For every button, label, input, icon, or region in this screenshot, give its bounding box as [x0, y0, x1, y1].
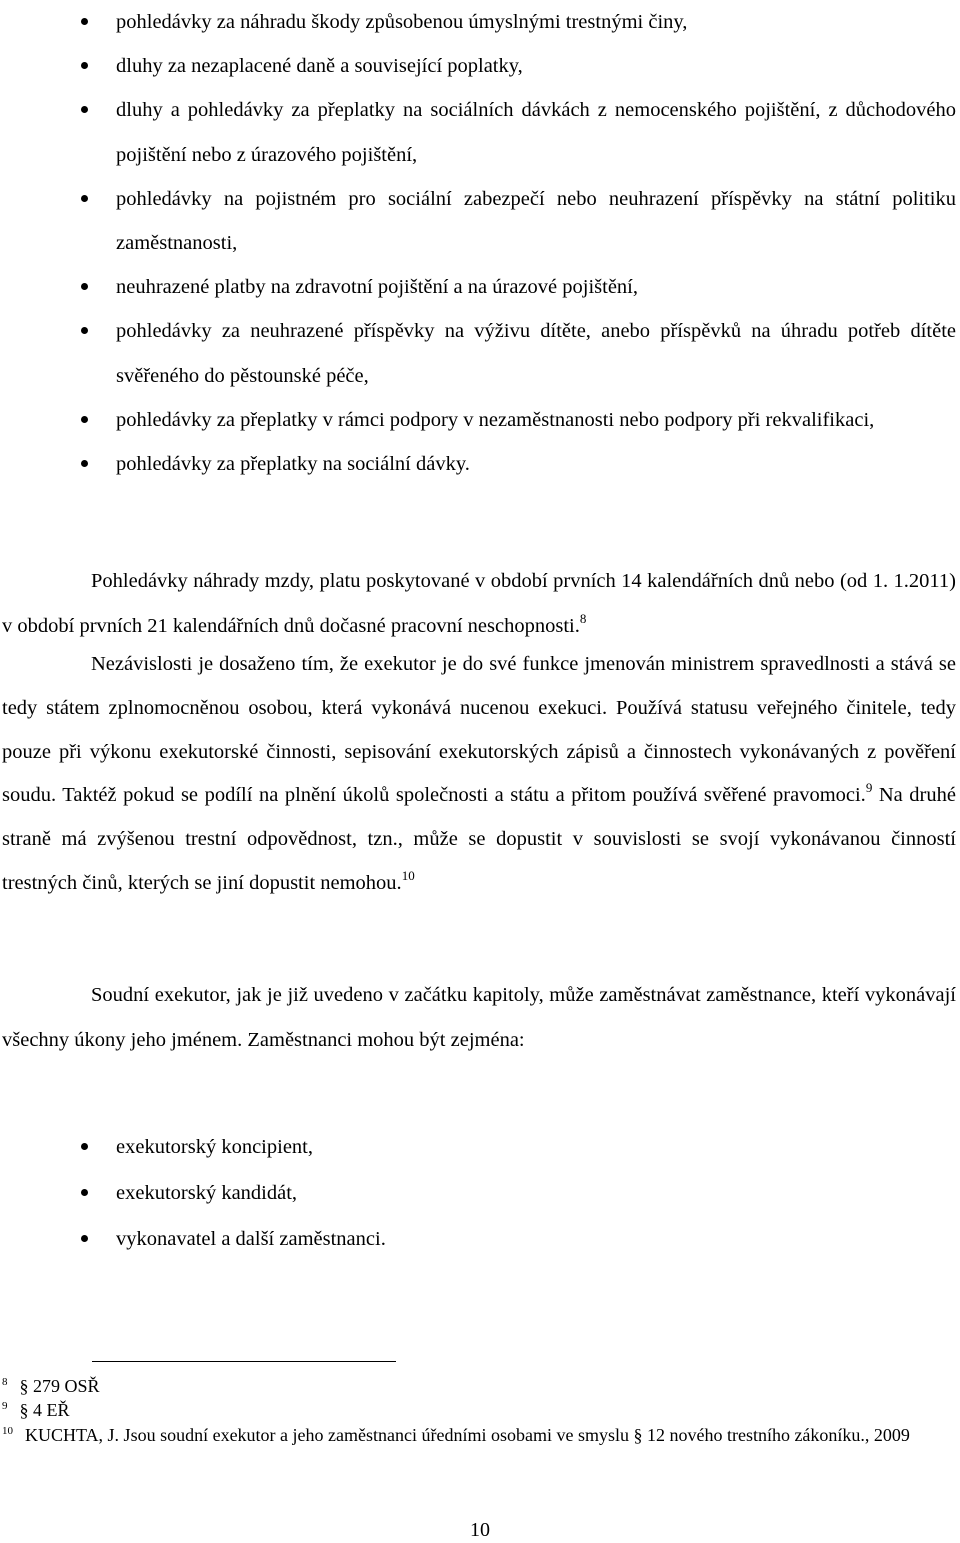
list-item-text: pohledávky za neuhrazené příspěvky na výživu dítěte, anebo příspěvků na úhradu potřeb dítěte svěřeného do pěstounské péče,	[116, 320, 956, 387]
bullet-icon	[81, 283, 88, 290]
list-item	[0, 88, 960, 176]
footnote-number: 9	[2, 1400, 8, 1412]
list-item	[0, 265, 960, 309]
footnote-separator	[92, 1361, 396, 1362]
paragraph-text: Na druhé straně má zvýšenou trestní odpovědnost, tzn., může se dopustit v souvislosti se svojí vykonávanou činností trestných činů, kterých se jiní dopustit nemohou.	[2, 784, 956, 894]
paragraph-independence	[2, 643, 956, 906]
footnote-ref[interactable]: 10	[401, 867, 415, 883]
list-item	[0, 1216, 960, 1262]
footnote-ref[interactable]: 8	[579, 611, 587, 626]
list-item-text: pohledávky za náhradu škody způsobenou úmyslnými trestnými činy,	[116, 11, 688, 33]
footnote-text: § 279 OSŘ	[19, 1376, 100, 1396]
footnote-text: § 4 EŘ	[19, 1400, 70, 1420]
bullet-icon	[81, 1235, 88, 1242]
list-item	[0, 44, 960, 88]
bullet-icon	[81, 106, 88, 113]
list-item-text: neuhrazené platby na zdravotní pojištění a na úrazové pojištění,	[116, 276, 638, 299]
footnote-number: 8	[2, 1376, 8, 1388]
list-item-text: pohledávky za přeplatky v rámci podpory v nezaměstnanosti nebo podpory při rekvalifikaci,	[116, 408, 875, 431]
bullet-icon	[81, 195, 88, 202]
paragraph-text: Nezávislosti je dosaženo tím, že exekutor je do své funkce jmenován ministrem spravedlnosti a stává se tedy státem zplnomocněnou osobou, která vykonává nucenou exekuci. Používá statusu veřejného činitele, tedy pouze při výkonu exekutorské činnosti, sepisování exekutorských zápisů a činnostech vykonávaných z pověření soudu. Taktéž pokud se podílí na plnění úkolů společnosti a státu a přitom používá svěřené pravomoci.	[2, 653, 956, 807]
bullet-icon	[81, 1189, 88, 1196]
list-item	[0, 1124, 960, 1170]
bullet-list-claims	[0, 0, 960, 486]
list-item	[0, 0, 960, 44]
list-item-text: pohledávky za přeplatky na sociální dávky.	[116, 453, 470, 476]
list-item-text: pohledávky na pojistném pro sociální zabezpečí nebo neuhrazení příspěvky na státní politiku zaměstnanosti,	[116, 187, 956, 255]
footnote	[2, 1398, 956, 1422]
footnote-number: 10	[2, 1425, 13, 1437]
bullet-icon	[81, 62, 88, 69]
list-item-text: exekutorský koncipient,	[116, 1136, 313, 1158]
footnote	[2, 1374, 956, 1398]
list-item	[0, 1170, 960, 1216]
bullet-icon	[81, 460, 88, 467]
bullet-icon	[81, 327, 88, 334]
footnote-text: KUCHTA, J. Jsou soudní exekutor a jeho zaměstnanci úředními osobami ve smyslu § 12 nového trestního zákoníku., 2009	[25, 1425, 910, 1445]
list-item-text: vykonavatel a další zaměstnanci.	[116, 1228, 386, 1250]
paragraph-employees: Soudní exekutor, jak je již uvedeno v začátku kapitoly, může zaměstnávat zaměstnance, kteří vykonávají všechny úkony jeho jménem. Zaměstnanci mohou být zejména:	[2, 984, 956, 1051]
list-item	[0, 177, 960, 265]
page-number: 10	[470, 1519, 490, 1541]
bullet-icon	[81, 1143, 88, 1150]
bullet-icon	[81, 416, 88, 423]
list-item-text: dluhy za nezaplacené daně a související poplatky,	[116, 55, 523, 78]
footnote	[2, 1423, 956, 1447]
bullet-icon	[81, 18, 88, 25]
list-item-text: exekutorský kandidát,	[116, 1182, 298, 1204]
footnote-ref[interactable]: 9	[865, 780, 873, 796]
paragraph-wage-compensation	[2, 559, 956, 649]
bullet-list-employees	[0, 1124, 960, 1262]
list-item	[0, 398, 960, 442]
list-item-text: dluhy a pohledávky za přeplatky na sociálních dávkách z nemocenského pojištění, z důchodového pojištění nebo z úrazového pojištění,	[116, 99, 956, 166]
list-item	[0, 309, 960, 397]
list-item	[0, 442, 960, 486]
paragraph-text: Pohledávky náhrady mzdy, platu poskytované v období prvních 14 kalendářních dnů nebo (od 1. 1.2011) v období prvních 21 kalendářních dnů dočasné pracovní neschopnosti.	[2, 570, 956, 637]
